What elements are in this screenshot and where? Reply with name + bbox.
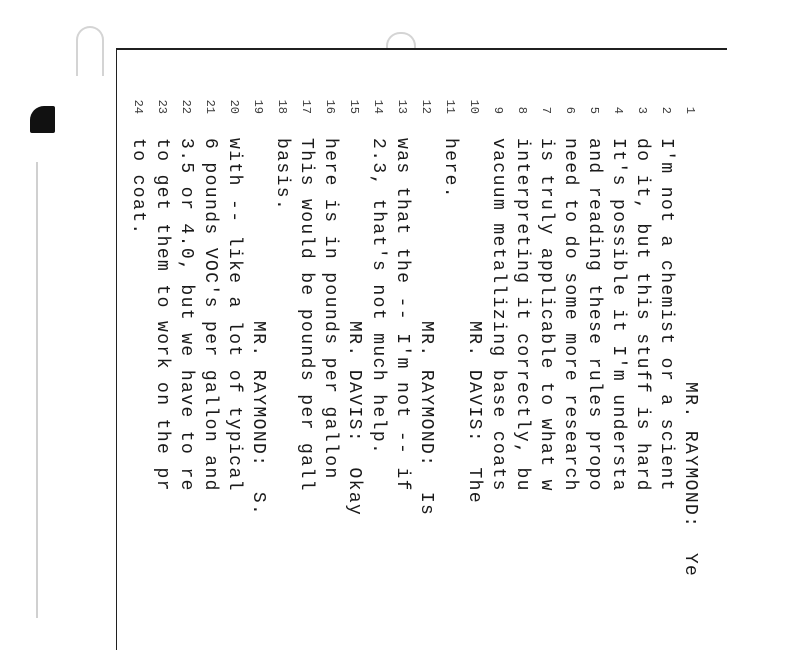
line-number: 9 [491, 106, 505, 114]
line-text: MR. RAYMOND: S. [248, 138, 268, 517]
line-number: 6 [563, 106, 577, 114]
line-text: basis. [272, 138, 292, 212]
line-number: 21 [203, 99, 217, 114]
line-number: 3 [635, 106, 649, 114]
line-text: need to do some more research [560, 138, 580, 492]
line-text: to get them to work on the pr [152, 138, 172, 492]
transcript-text-block [121, 88, 701, 648]
line-text: This would be pounds per gall [296, 138, 316, 492]
line-text: MR. RAYMOND: Ye [680, 138, 700, 578]
line-number: 8 [515, 106, 529, 114]
line-text: 2.3, that's not much help. [368, 138, 388, 456]
line-number: 7 [539, 106, 553, 114]
line-number: 2 [659, 106, 673, 114]
line-text: do it, but this stuff is hard [632, 138, 652, 492]
line-number: 13 [395, 99, 409, 114]
line-text: is truly applicable to what w [536, 138, 556, 492]
line-number: 4 [611, 106, 625, 114]
line-number: 11 [443, 99, 457, 114]
line-number: 18 [275, 99, 289, 114]
line-text: and reading these rules propo [584, 138, 604, 492]
binder-hole-left [76, 26, 104, 76]
line-number: 17 [299, 99, 313, 114]
document-tab-marker [30, 106, 55, 133]
line-text: MR. DAVIS: Okay [344, 138, 364, 517]
line-text: 6 pounds VOC's per gallon and [200, 138, 220, 492]
line-number: 24 [131, 99, 145, 114]
line-text: vacuum metallizing base coats [488, 138, 508, 492]
line-text: to coat. [128, 138, 148, 236]
line-text: here is in pounds per gallon [320, 138, 340, 480]
line-text: interpreting it correctly, bu [512, 138, 532, 492]
transcript-page [116, 48, 727, 650]
line-number: 20 [227, 99, 241, 114]
margin-rule [36, 162, 38, 618]
line-text: was that the -- I'm not -- if [392, 138, 412, 492]
line-text: MR. RAYMOND: Is [416, 138, 436, 517]
line-number: 10 [467, 99, 481, 114]
line-number: 16 [323, 99, 337, 114]
line-text: 3.5 or 4.0, but we have to re [176, 138, 196, 492]
line-number: 12 [419, 99, 433, 114]
line-text: MR. DAVIS: The [464, 138, 484, 505]
line-number: 15 [347, 99, 361, 114]
line-number: 23 [155, 99, 169, 114]
line-number: 14 [371, 99, 385, 114]
line-text: here. [440, 138, 460, 200]
line-number: 22 [179, 99, 193, 114]
line-text: with -- like a lot of typical [224, 138, 244, 492]
line-number: 1 [683, 106, 697, 114]
line-number: 5 [587, 106, 601, 114]
line-text: It's possible it I'm understa [608, 138, 628, 492]
line-text: I'm not a chemist or a scient [656, 138, 676, 492]
line-number: 19 [251, 99, 265, 114]
